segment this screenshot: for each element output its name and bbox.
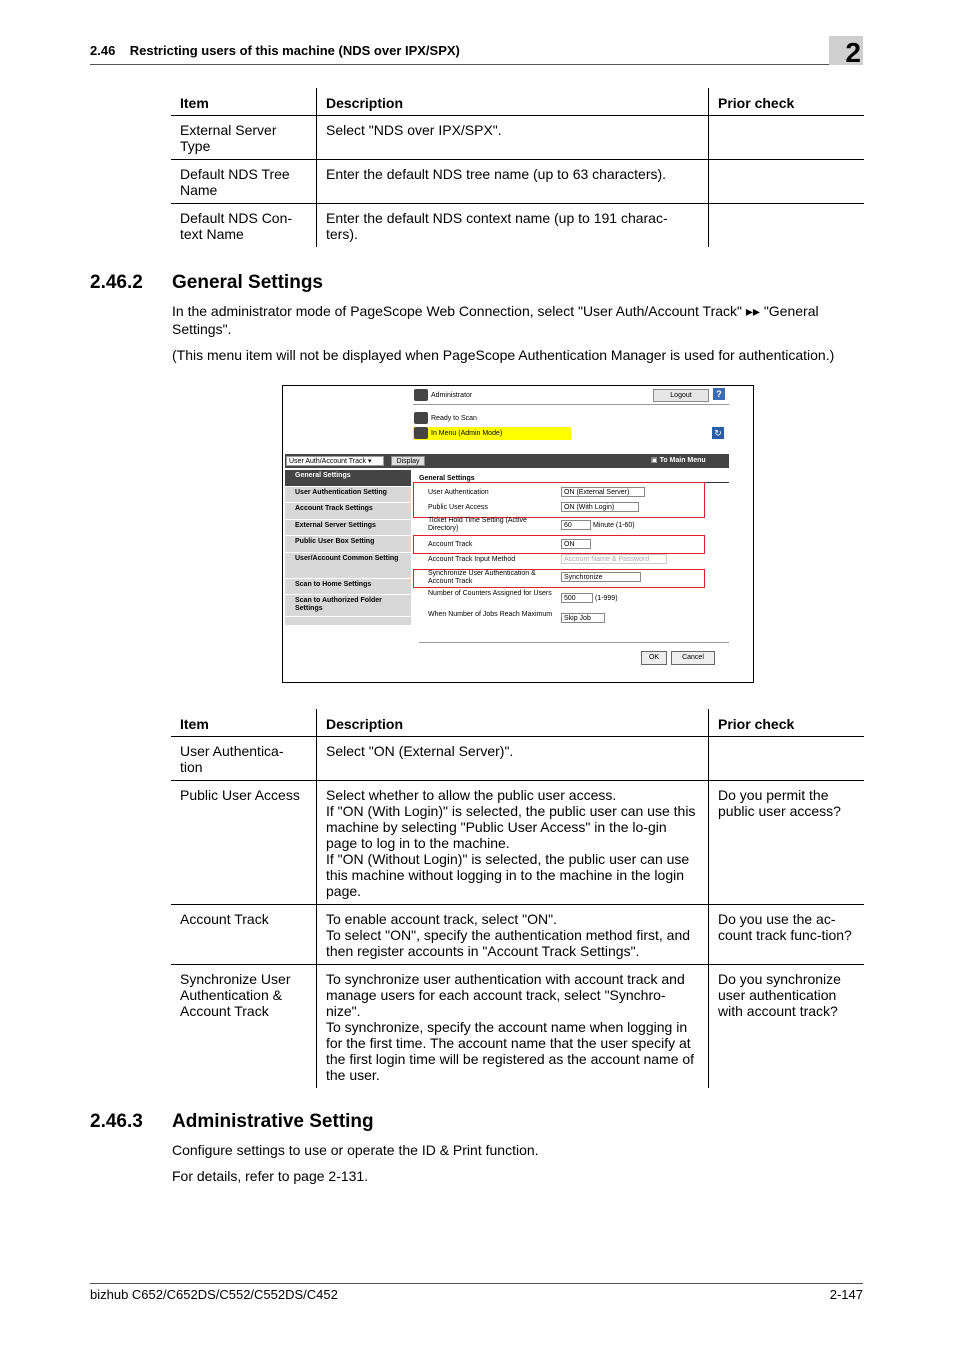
setting-ticket-hold-time[interactable] — [561, 520, 635, 530]
table-row — [171, 905, 864, 965]
table-row — [171, 160, 864, 204]
cell-description: Select "NDS over IPX/SPX". — [317, 116, 709, 160]
sidebar — [285, 470, 411, 625]
paragraph: For details, refer to page 2-131. — [172, 1168, 369, 1184]
sidebar-item-user-account-common[interactable]: User/Account Common Setting — [285, 553, 411, 579]
divider — [419, 642, 729, 643]
table-header-prior-check: Prior check — [709, 88, 865, 116]
sidebar-item-account-track[interactable]: Account Track Settings — [285, 503, 411, 520]
setting-synchronize[interactable] — [561, 572, 641, 582]
cell-description: Enter the default NDS tree name (up to 63 characters). — [317, 160, 709, 204]
status-in-menu: In Menu (Admin Mode) — [431, 430, 503, 437]
setting-label: Synchronize User Authentication & Account Track — [428, 570, 536, 585]
dropdown-value[interactable]: ON — [561, 539, 591, 549]
setting-label: Ticket Hold Time Setting (Active Directory) — [428, 517, 527, 532]
setting-label: When Number of Jobs Reach Maximum — [428, 611, 553, 618]
cell-prior-check — [709, 204, 865, 248]
paragraph: In the administrator mode of PageScope Web Connection, select "User Auth/Account Track" ▸▸ "General Settings". — [172, 303, 819, 337]
cell-description: To enable account track, select "ON". To select "ON", specify the authentication method first, and then register accounts in "Account Track Settings". — [317, 905, 709, 965]
cell-item: External Server Type — [180, 122, 277, 154]
cell-description: To synchronize user authentication with account track and manage users for each account track, select "Synchro-nize". To synchronize, specify the account name when logging in for the first time. The account name that the user specify at the first login time will be registered as the account name of the user. — [317, 965, 709, 1089]
to-main-menu-label: To Main Menu — [659, 457, 706, 464]
administrator-icon — [414, 389, 428, 401]
sidebar-item-scan-to-home[interactable]: Scan to Home Settings — [285, 579, 411, 596]
setting-account-track[interactable] — [561, 539, 591, 549]
footer-divider — [90, 1283, 863, 1284]
setting-user-authentication[interactable] — [561, 487, 645, 497]
header-divider — [90, 64, 863, 65]
section-title: Administrative Setting — [172, 1111, 374, 1132]
menu-select-value: User Auth/Account Track — [289, 458, 367, 465]
table-row — [171, 737, 864, 781]
table-header-description: Description — [317, 709, 709, 737]
table-header-item: Item — [171, 88, 317, 116]
logout-button[interactable]: Logout — [653, 389, 709, 402]
cell-prior-check: Do you use the ac-count track func-tion? — [709, 905, 865, 965]
paragraph: Configure settings to use or operate the ID & Print function. — [172, 1142, 539, 1158]
cell-item: User Authentica- tion — [180, 743, 284, 775]
administrator-label: Administrator — [431, 392, 473, 399]
cell-description: Enter the default NDS context name (up to 191 charac- ters). — [317, 204, 709, 248]
cell-prior-check: Do you synchronize user authentication with account track? — [709, 965, 865, 1089]
setting-label: Public User Access — [428, 504, 488, 511]
sidebar-item-public-user-box[interactable]: Public User Box Setting — [285, 536, 411, 553]
sidebar-item-external-server[interactable]: External Server Settings — [285, 520, 411, 537]
setting-label: Account Track — [428, 541, 473, 548]
display-button[interactable]: Display — [391, 456, 425, 466]
cell-prior-check: Do you permit the public user access? — [709, 781, 865, 905]
running-header: 2.46 Restricting users of this machine (NDS over IPX/SPX) — [90, 43, 460, 58]
section-heading-administrative-setting — [90, 1111, 374, 1133]
menu-select[interactable]: User Auth/Account Track ▾ — [286, 456, 384, 466]
cell-item: Public User Access — [171, 781, 317, 905]
dropdown-value[interactable]: ON (With Login) — [561, 502, 639, 512]
cell-item: Default NDS Con- text Name — [171, 204, 317, 248]
setting-public-user-access[interactable] — [561, 502, 639, 512]
cell-item: Synchronize User Authentication & Account Track — [171, 965, 317, 1089]
unit-label: (1-999) — [594, 595, 618, 602]
divider — [413, 404, 729, 405]
setting-label: User Authentication — [428, 489, 489, 496]
dropdown-value[interactable]: Synchronize — [561, 572, 641, 582]
chapter-badge — [829, 36, 863, 68]
section-number: 2.46.2 — [90, 272, 143, 293]
section-number: 2.46.3 — [90, 1111, 143, 1132]
highlight-box — [413, 482, 705, 518]
cell-prior-check — [709, 116, 865, 160]
setting-counters[interactable] — [561, 593, 618, 603]
section-heading-general-settings — [90, 272, 323, 294]
cell-description: Select whether to allow the public user access. If "ON (With Login)" is selected, the public user can use this machine by selecting "Public User Access" in the lo-gin page to log in to the machine. If "ON (Without Login)" is selected, the public user can use this machine without logging in to the machine in the login page. — [317, 781, 709, 905]
dropdown-value[interactable]: Account Name & Password — [561, 554, 667, 564]
panel-title: General Settings — [419, 475, 475, 482]
to-main-menu-link[interactable]: ▣ To Main Menu — [651, 457, 706, 464]
screenshot-figure — [282, 385, 754, 683]
table-row — [171, 965, 864, 1089]
footer-model: bizhub C652/C652DS/C552/C552DS/C452 — [90, 1287, 338, 1302]
cancel-button[interactable]: Cancel — [671, 651, 715, 665]
unit-label: Minute (1-60) — [592, 522, 635, 529]
table-header-prior-check: Prior check — [709, 709, 865, 737]
setting-max-jobs[interactable] — [561, 613, 605, 623]
sidebar-item-user-authentication[interactable]: User Authentication Setting — [285, 487, 411, 504]
status-ready: Ready to Scan — [431, 415, 477, 422]
table-header-item: Item — [171, 709, 317, 737]
general-settings-table — [171, 709, 864, 1088]
table-header-description: Description — [317, 88, 709, 116]
page-number: 2-147 — [829, 1287, 863, 1302]
cell-description: Select "ON (External Server)". — [317, 737, 709, 781]
chapter-number: 2 — [845, 37, 861, 68]
nds-settings-table — [171, 88, 864, 247]
help-icon[interactable]: ? — [713, 388, 725, 400]
section-title: General Settings — [172, 272, 323, 293]
ok-button[interactable]: OK — [641, 651, 667, 665]
cell-prior-check — [709, 737, 865, 781]
paragraph: (This menu item will not be displayed when PageScope Authentication Manager is used for authentication.) — [172, 347, 835, 363]
sidebar-item-scan-to-authorized-folder[interactable]: Scan to Authorized Folder Settings — [285, 595, 411, 617]
cell-item: Account Track — [171, 905, 317, 965]
cell-prior-check — [709, 160, 865, 204]
dropdown-value[interactable]: ON (External Server) — [561, 487, 645, 497]
setting-account-track-input-method[interactable] — [561, 554, 667, 564]
table-row — [171, 204, 864, 248]
refresh-icon[interactable]: ↻ — [712, 427, 724, 439]
table-row — [171, 781, 864, 905]
sidebar-item-general-settings[interactable]: General Settings — [285, 470, 411, 487]
table-row — [171, 116, 864, 160]
dropdown-value[interactable]: Skip Job — [561, 613, 605, 623]
setting-label: Number of Counters Assigned for Users — [428, 590, 552, 597]
printer-icon — [414, 427, 428, 439]
input-value[interactable]: 60 — [561, 520, 591, 530]
setting-label: Account Track Input Method — [428, 556, 516, 563]
scanner-icon — [414, 412, 428, 424]
input-value[interactable]: 500 — [561, 593, 593, 603]
cell-item: Default NDS Tree Name — [171, 160, 317, 204]
